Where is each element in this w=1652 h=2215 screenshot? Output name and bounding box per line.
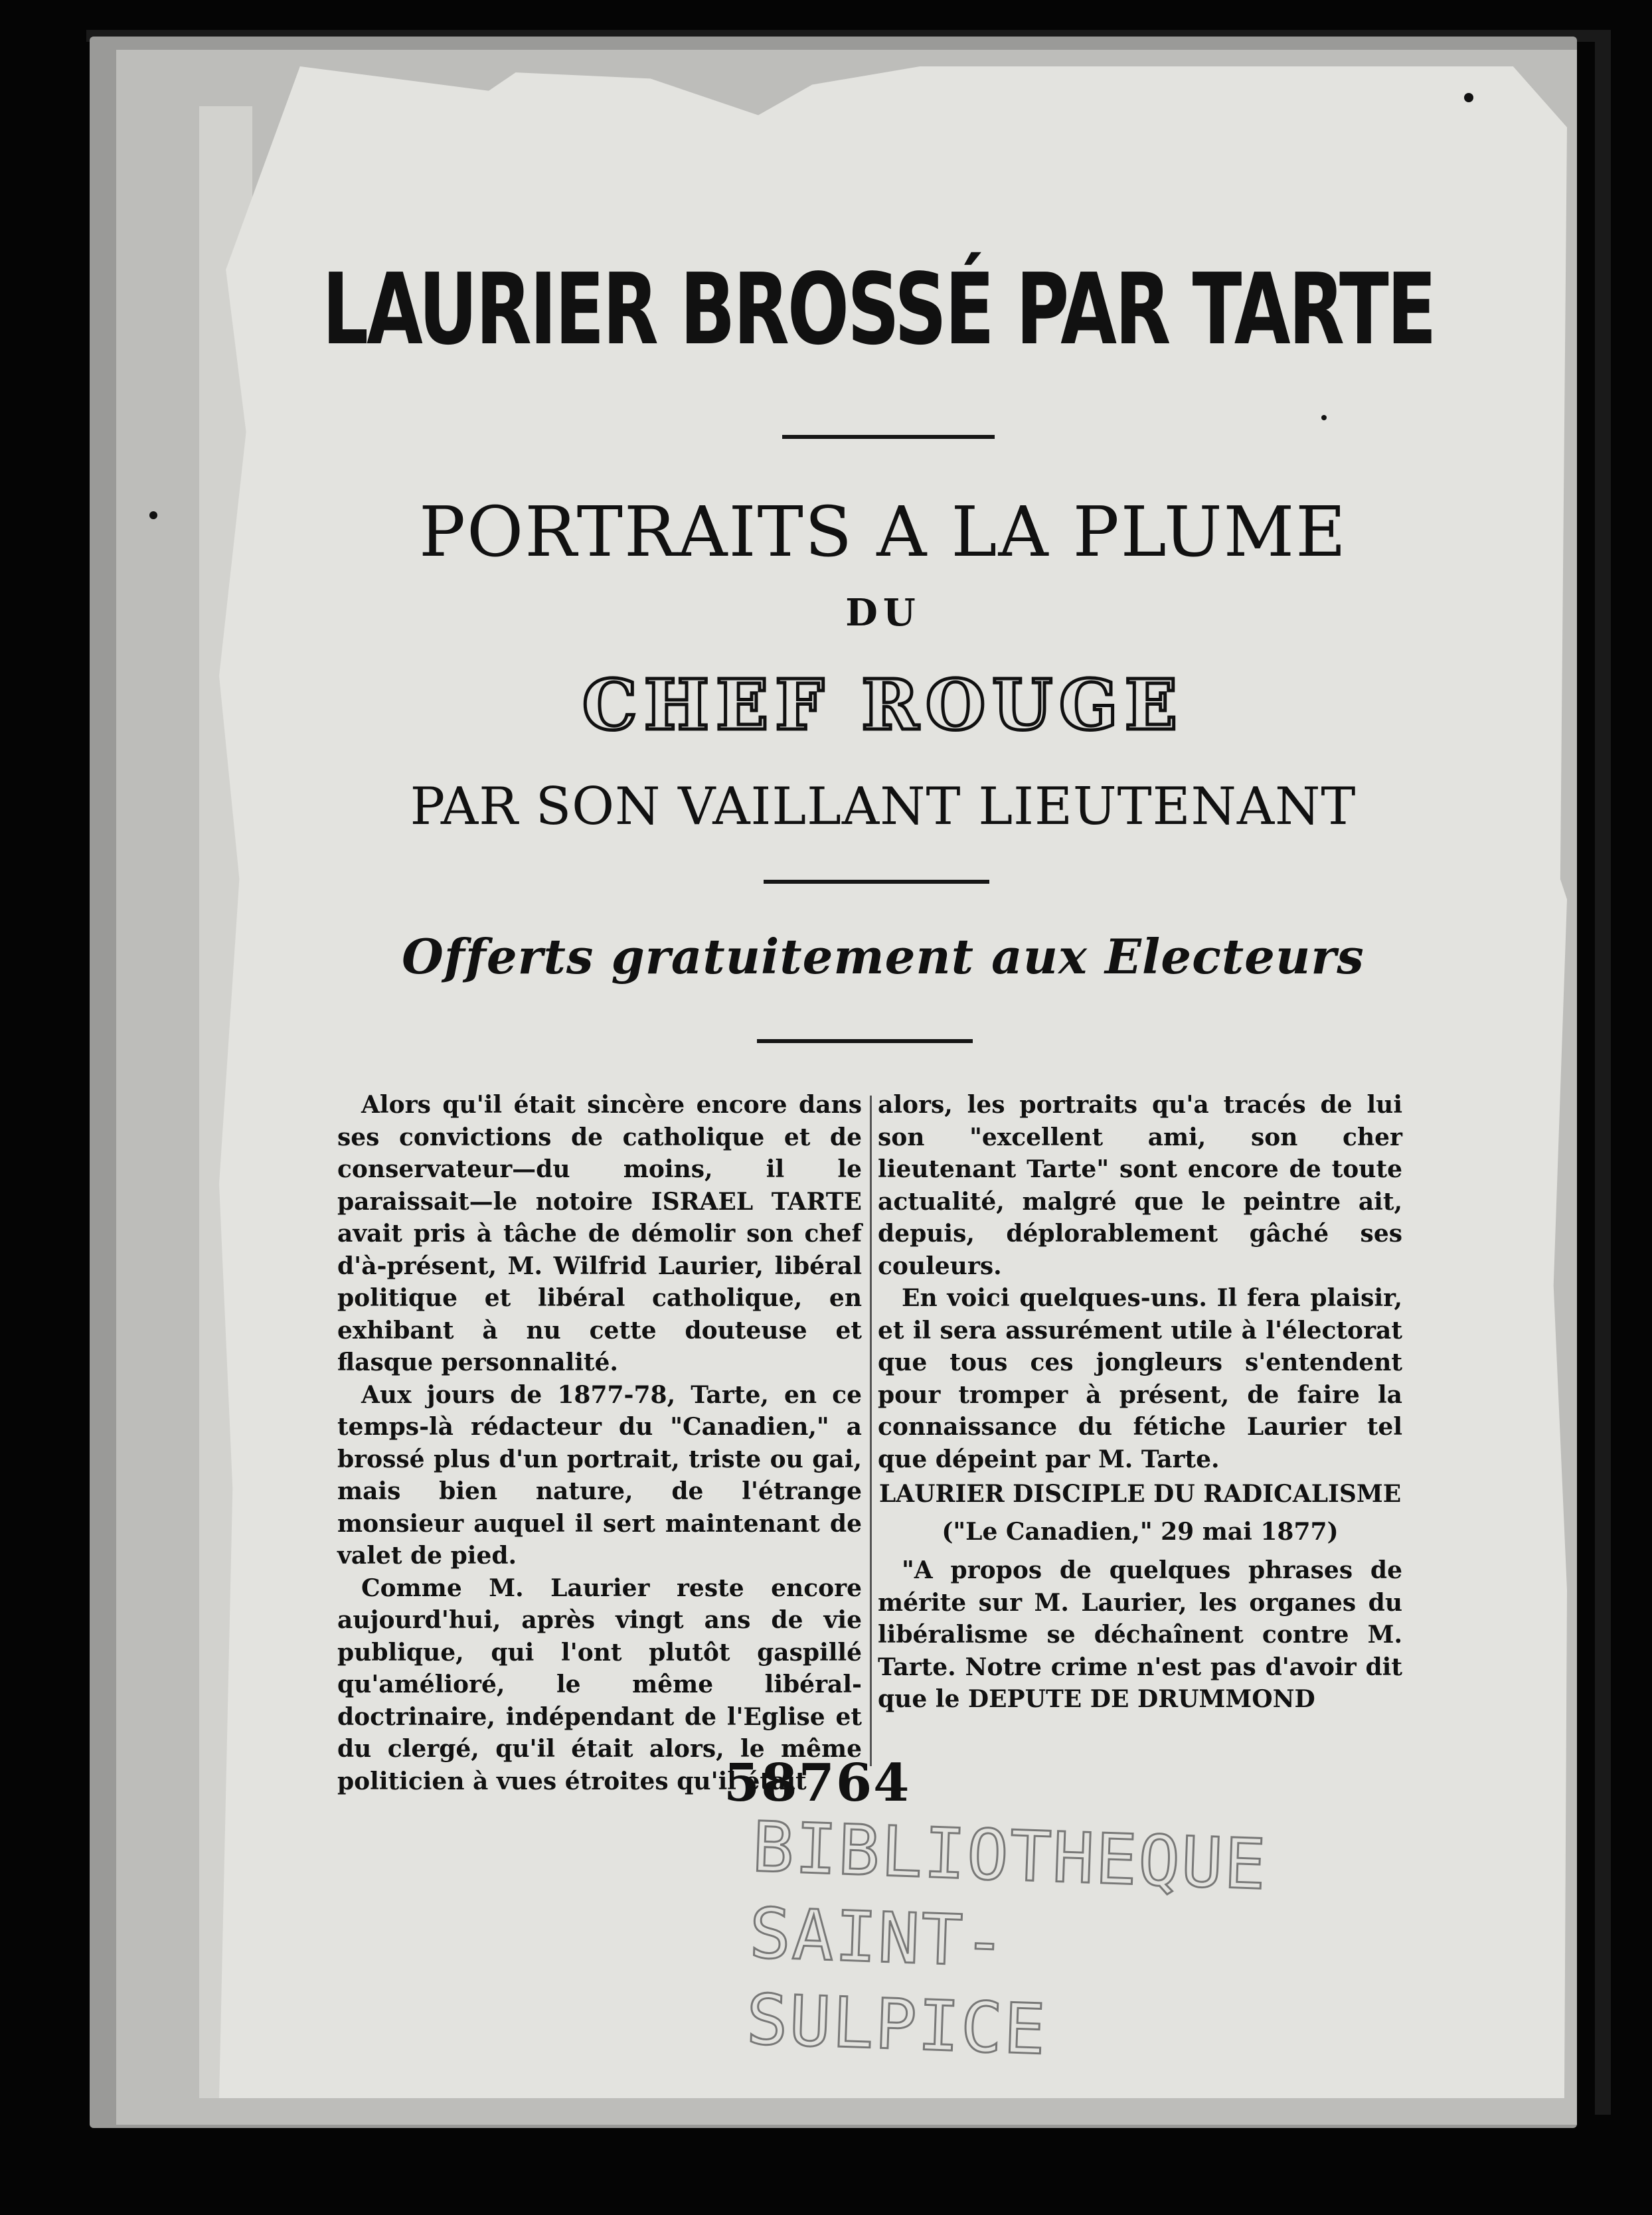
film-speck xyxy=(149,511,157,519)
catalog-number: 58764 xyxy=(724,1753,911,1813)
subtitle-portraits: PORTRAITS A LA PLUME xyxy=(418,491,1348,572)
rule-1 xyxy=(782,435,995,439)
film-speck xyxy=(1464,93,1473,102)
left-paragraph-2: Aux jours de 1877-78, Tarte, en ce temps-là rédacteur du "Canadien," a brossé plus d'un portrait, triste ou gai, mais bien nature, de l'étrange monsieur auquel il sert maintenant de valet de pied. xyxy=(337,1380,862,1570)
subtitle-lieutenant: PAR SON VAILLANT LIEUTENANT xyxy=(410,777,1357,837)
library-perforation-stamp xyxy=(745,1803,1272,2071)
film-speck xyxy=(1321,415,1327,420)
stamp-line-1: BIBLIOTHEQUE xyxy=(751,1806,1269,1906)
stamp-line-2: SAINT-SULPICE xyxy=(745,1892,1048,2071)
body-right-column xyxy=(878,1089,1402,1716)
section-heading: LAURIER DISCIPLE DU RADICALISME xyxy=(878,1480,1402,1508)
document-title: LAURIER BROSSÉ PAR TARTE xyxy=(322,252,1435,367)
left-paragraph-3: Comme M. Laurier reste encore aujourd'hui, après vingt ans de vie publique, qui l'ont plutôt gaspillé qu'amélioré, le même libéral-doctrinaire, indépendant de l'Eglise et du clergé, qu'il était alors, le même politicien à vues étroites qu'il était xyxy=(337,1574,862,1795)
rule-2 xyxy=(764,880,989,884)
left-paragraph-1: Alors qu'il était sincère encore dans ses convictions de catholique et de conservateur—du moins, il le paraissait—le notoire ISRAEL TARTE avait pris à tâche de démolir son chef d'à-présent, M. Wilfrid Laurier, libéral politique et libéral catholique, en exhibant à nu cette douteuse et flasque personnalité. xyxy=(337,1091,862,1376)
section-source: ("Le Canadien," 29 mai 1877) xyxy=(942,1517,1339,1546)
quote-paragraph: "A propos de quelques phrases de mérite sur M. Laurier, les organes du libéralisme se déchaînent contre M. Tarte. Notre crime n'est pas d'avoir dit que le DEPUTE DE DRUMMOND xyxy=(878,1556,1402,1713)
subtitle-du: DU xyxy=(845,591,921,635)
column-divider xyxy=(870,1096,872,1766)
offer-line: Offerts gratuitement aux Electeurs xyxy=(402,928,1364,985)
right-paragraph-2: En voici quelques-uns. Il fera plaisir, et il sera assurément utile à l'électorat que tous ces jongleurs s'entendent pour tromper à présent, de faire la connaissance du fétiche Laurier tel que dépeint par M. Tarte. xyxy=(878,1284,1402,1473)
rule-3 xyxy=(757,1039,973,1043)
subtitle-chef-rouge: CHEF ROUGE xyxy=(582,664,1185,746)
body-left-column xyxy=(337,1089,862,1797)
right-paragraph-1: alors, les portraits qu'a tracés de lui son "excellent ami, son cher lieutenant Tarte" sont encore de toute actualité, malgré que le peintre ait, depuis, déplorablement gâché ses couleurs. xyxy=(878,1091,1402,1280)
